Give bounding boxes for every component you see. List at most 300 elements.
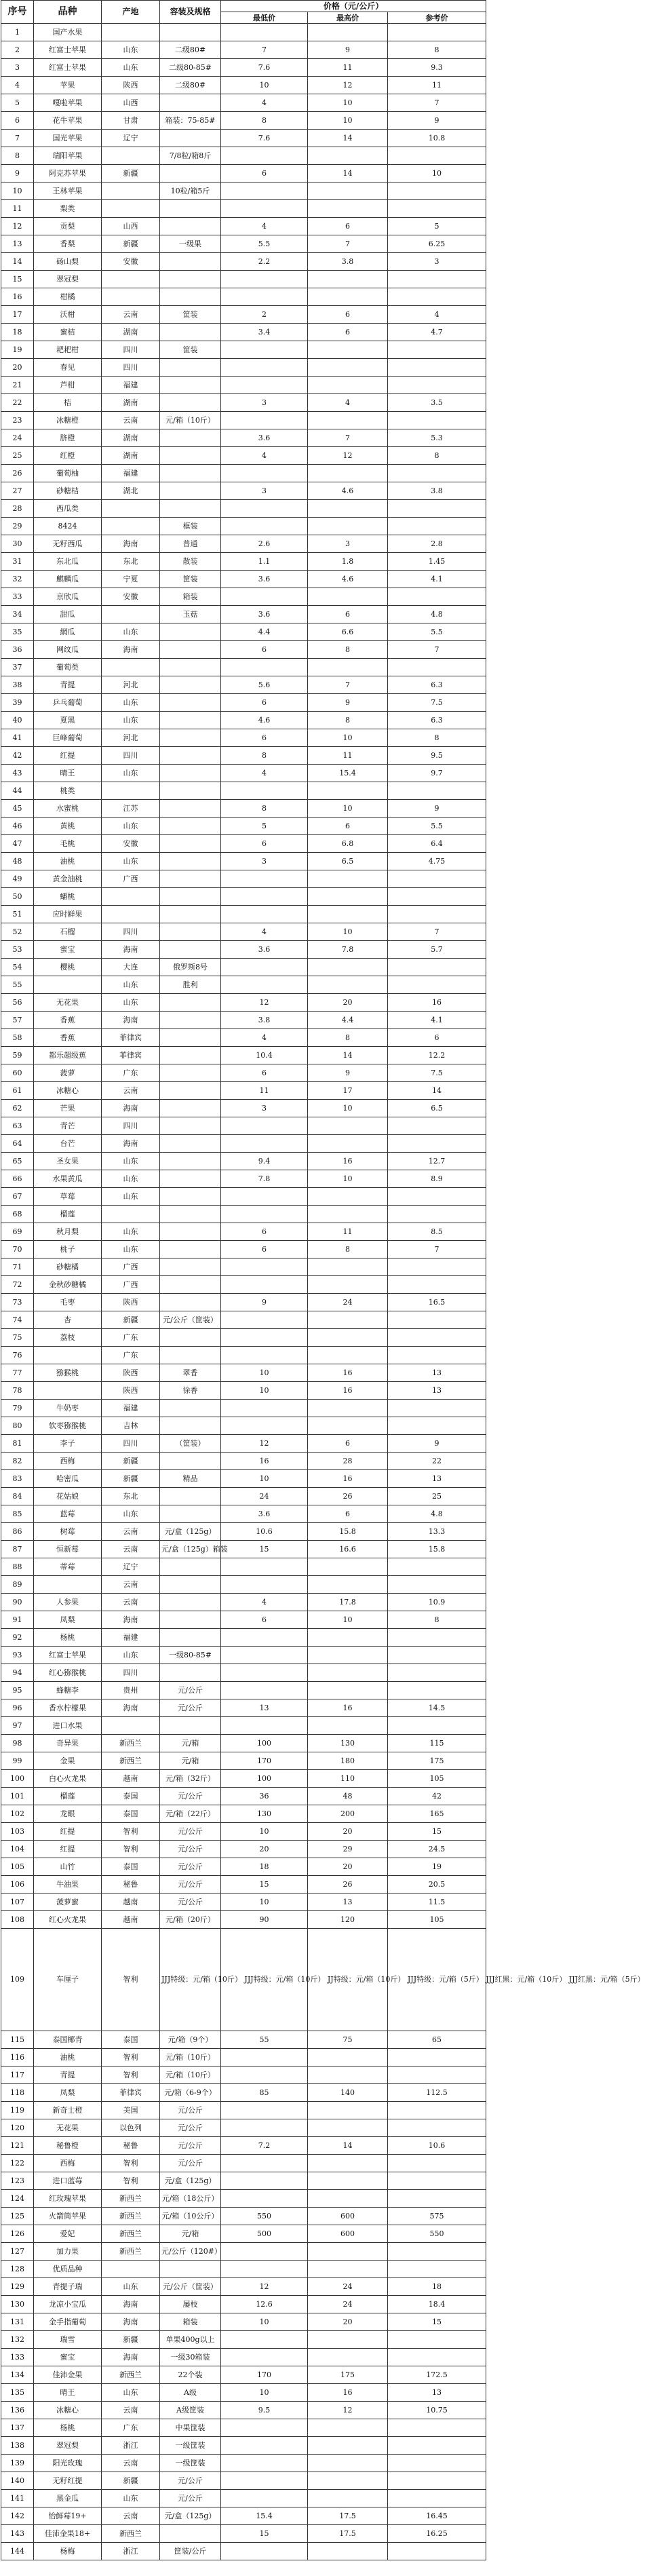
cell-low	[221, 2261, 308, 2278]
cell-spec: 7/8粒/箱8斤	[160, 147, 221, 165]
cell-seq: 27	[1, 482, 34, 500]
cell-high: 600	[308, 2225, 388, 2243]
cell-ref: 16.45	[388, 2507, 486, 2525]
cell-ref: 13	[388, 1382, 486, 1400]
cell-low: 5.6	[221, 676, 308, 694]
cell-high: 130	[308, 1735, 388, 1752]
table-row	[1, 1523, 486, 1541]
cell-spec	[160, 482, 221, 500]
cell-seq: 85	[1, 1505, 34, 1523]
table-row	[1, 1558, 486, 1576]
cell-low: 10	[221, 1364, 308, 1382]
table-row	[1, 2455, 486, 2472]
cell-name: 桔	[34, 394, 102, 412]
cell-seq: 77	[1, 1364, 34, 1382]
cell-name: 榴莲	[34, 1206, 102, 1223]
cell-ref: 10.75	[388, 2402, 486, 2419]
table-row	[1, 976, 486, 994]
cell-origin: 山东	[102, 818, 160, 835]
cell-ref	[388, 2190, 486, 2208]
cell-high: 6.6	[308, 623, 388, 641]
cell-name: 瑞雪	[34, 2331, 102, 2349]
cell-seq: 59	[1, 1047, 34, 1064]
cell-name: 石榴	[34, 923, 102, 941]
cell-high: 4	[308, 394, 388, 412]
cell-seq: 80	[1, 1417, 34, 1435]
cell-high	[308, 518, 388, 535]
table-row	[1, 1258, 486, 1276]
cell-high	[308, 1558, 388, 1576]
cell-origin: 辽宁	[102, 1558, 160, 1576]
cell-ref: 7	[388, 1241, 486, 1258]
cell-origin	[102, 24, 160, 41]
cell-origin: 山东	[102, 1153, 160, 1170]
cell-origin: 山东	[102, 694, 160, 712]
cell-low: 55	[221, 2031, 308, 2049]
cell-high: 16	[308, 1382, 388, 1400]
cell-origin: 菲律宾	[102, 1047, 160, 1064]
cell-origin: 新西兰	[102, 1735, 160, 1752]
cell-spec	[160, 765, 221, 782]
table-row	[1, 1188, 486, 1206]
cell-seq: 44	[1, 782, 34, 800]
cell-name: 红富士苹果	[34, 59, 102, 77]
cell-spec: 框装	[160, 518, 221, 535]
cell-seq: 143	[1, 2525, 34, 2543]
cell-low	[221, 1311, 308, 1329]
cell-spec	[160, 623, 221, 641]
cell-name: 砂糖橘	[34, 1258, 102, 1276]
cell-origin: 安徽	[102, 835, 160, 853]
cell-origin: 福建	[102, 465, 160, 482]
cell-origin: 秘鲁	[102, 2137, 160, 2155]
cell-ref	[388, 377, 486, 394]
cell-ref: 6	[388, 1029, 486, 1047]
category-row	[1, 782, 486, 800]
cell-name: 猕猴桃	[34, 1364, 102, 1382]
cell-origin	[102, 288, 160, 306]
cell-spec: 元/箱（10斤）	[160, 2066, 221, 2084]
cell-ref	[388, 888, 486, 906]
cell-origin: 云南	[102, 2402, 160, 2419]
cell-spec	[160, 271, 221, 288]
cell-origin: 山东	[102, 712, 160, 729]
category-row	[1, 606, 486, 623]
cell-ref	[388, 2331, 486, 2349]
cell-ref	[388, 2349, 486, 2366]
cell-spec	[160, 659, 221, 676]
cell-seq: 142	[1, 2507, 34, 2525]
table-row	[1, 235, 486, 253]
cell-low	[221, 147, 308, 165]
cell-category: 优质品种	[34, 2261, 102, 2278]
cell-name: 红心猕猴桃	[34, 1664, 102, 1682]
cell-origin: 山东	[102, 2384, 160, 2402]
cell-low: 10	[221, 1470, 308, 1488]
cell-origin: 浙江	[102, 2437, 160, 2455]
cell-high	[308, 1576, 388, 1594]
cell-ref: 9	[388, 112, 486, 130]
cell-category: 西瓜类	[34, 500, 102, 518]
cell-name: 香梨	[34, 235, 102, 253]
cell-name: 西梅	[34, 1453, 102, 1470]
cell-high: 20	[308, 1823, 388, 1841]
cell-origin: 安徽	[102, 253, 160, 271]
table-row	[1, 1699, 486, 1717]
cell-high: 6	[308, 606, 388, 623]
cell-seq: 100	[1, 1770, 34, 1788]
table-row	[1, 465, 486, 482]
cell-name: 麒麟瓜	[34, 571, 102, 588]
cell-seq: 81	[1, 1435, 34, 1453]
cell-high	[308, 1188, 388, 1206]
cell-ref: 4.8	[388, 1505, 486, 1523]
cell-low: 3.6	[221, 941, 308, 959]
cell-ref	[388, 1258, 486, 1276]
cell-origin: 新疆	[102, 1470, 160, 1488]
cell-ref	[388, 870, 486, 888]
cell-low	[221, 2437, 308, 2455]
cell-name: 毛枣	[34, 1294, 102, 1311]
cell-spec: 玉菇	[160, 606, 221, 623]
cell-low	[221, 906, 308, 923]
cell-origin: 云南	[102, 1541, 160, 1558]
cell-origin: 吉林	[102, 1417, 160, 1435]
cell-high	[308, 147, 388, 165]
cell-ref	[388, 1311, 486, 1329]
cell-category: 梨类	[34, 200, 102, 218]
table-row	[1, 571, 486, 588]
cell-category: 甜瓜	[34, 606, 102, 623]
cell-seq: 58	[1, 1029, 34, 1047]
cell-seq: 141	[1, 2490, 34, 2507]
cell-high	[308, 2049, 388, 2066]
cell-origin: 泰国	[102, 1858, 160, 1876]
cell-spec	[160, 694, 221, 712]
cell-name: 爱妃	[34, 2225, 102, 2243]
table-row	[1, 447, 486, 465]
cell-ref: 5.5	[388, 623, 486, 641]
cell-spec: 元/公斤	[160, 2119, 221, 2137]
table-row	[1, 694, 486, 712]
table-row	[1, 2402, 486, 2419]
cell-name: 怡鲜莓19+	[34, 2507, 102, 2525]
cell-seq: 47	[1, 835, 34, 853]
cell-seq: 107	[1, 1893, 34, 1911]
cell-spec: 元/公斤（120#）	[160, 2243, 221, 2261]
cell-origin: 云南	[102, 2507, 160, 2525]
cell-seq: 91	[1, 1611, 34, 1629]
cell-high: 8	[308, 1029, 388, 1047]
cell-seq: 8	[1, 147, 34, 165]
cell-origin: 山东	[102, 2490, 160, 2507]
cell-high	[308, 782, 388, 800]
cell-name: 车厘子	[34, 1929, 102, 2031]
cell-low	[221, 500, 308, 518]
cell-spec	[160, 324, 221, 341]
table-row	[1, 2437, 486, 2455]
cell-seq: 30	[1, 535, 34, 553]
cell-origin: 海南	[102, 941, 160, 959]
cell-seq: 16	[1, 288, 34, 306]
cell-high: 180	[308, 1752, 388, 1770]
cell-high: 7	[308, 676, 388, 694]
cell-ref: 13	[388, 1364, 486, 1382]
cell-name: 红提	[34, 1841, 102, 1858]
cell-seq: 96	[1, 1699, 34, 1717]
cell-seq: 2	[1, 41, 34, 59]
cell-low	[221, 1682, 308, 1699]
cell-name: 芒果	[34, 1100, 102, 1117]
cell-high: 7.8	[308, 941, 388, 959]
cell-seq: 10	[1, 182, 34, 200]
cell-seq: 78	[1, 1382, 34, 1400]
cell-origin: 浙江	[102, 2543, 160, 2560]
cell-seq: 5	[1, 94, 34, 112]
cell-seq: 60	[1, 1064, 34, 1082]
cell-low: 12	[221, 1435, 308, 1453]
cell-spec	[160, 465, 221, 482]
cell-name: 沃柑	[34, 306, 102, 324]
table-row	[1, 2084, 486, 2102]
cell-high: 6	[308, 218, 388, 235]
cell-name: 阿克苏苹果	[34, 165, 102, 182]
table-row	[1, 1611, 486, 1629]
cell-seq: 38	[1, 676, 34, 694]
cell-spec	[160, 288, 221, 306]
cell-spec: 元/公斤	[160, 1858, 221, 1876]
cell-origin: 福建	[102, 1400, 160, 1417]
cell-seq: 138	[1, 2437, 34, 2455]
cell-low: 3	[221, 853, 308, 870]
cell-origin: 海南	[102, 1611, 160, 1629]
cell-origin: 新西兰	[102, 2208, 160, 2225]
table-row	[1, 1594, 486, 1611]
cell-high	[308, 2490, 388, 2507]
cell-high: 17	[308, 1082, 388, 1100]
cell-low	[221, 2049, 308, 2066]
cell-high: 200	[308, 1805, 388, 1823]
table-row	[1, 306, 486, 324]
cell-name: 花姑娘	[34, 1488, 102, 1505]
cell-ref: 4.8	[388, 606, 486, 623]
table-row	[1, 2066, 486, 2084]
cell-origin: 海南	[102, 2313, 160, 2331]
cell-origin: 山东	[102, 1188, 160, 1206]
cell-origin: 广东	[102, 1064, 160, 1082]
table-row	[1, 923, 486, 941]
cell-origin: 山东	[102, 765, 160, 782]
cell-spec	[160, 1188, 221, 1206]
cell-ref	[388, 1188, 486, 1206]
cell-seq: 76	[1, 1347, 34, 1364]
cell-high	[308, 1717, 388, 1735]
cell-name: 青芒	[34, 1117, 102, 1135]
cell-spec	[160, 747, 221, 765]
cell-ref	[388, 1117, 486, 1135]
cell-low	[221, 959, 308, 976]
cell-ref: 4.1	[388, 1012, 486, 1029]
cell-high: 20	[308, 1858, 388, 1876]
cell-high	[308, 2102, 388, 2119]
cell-low	[221, 1258, 308, 1276]
cell-spec	[160, 800, 221, 818]
cell-low: 7.6	[221, 130, 308, 147]
cell-origin: 东北	[102, 553, 160, 571]
cell-low	[221, 412, 308, 429]
cell-origin: 广东	[102, 1347, 160, 1364]
cell-category: 柑橘	[34, 288, 102, 306]
cell-seq: 90	[1, 1594, 34, 1611]
cell-seq: 135	[1, 2384, 34, 2402]
cell-origin: 云南	[102, 2455, 160, 2472]
cell-ref: 12.7	[388, 1153, 486, 1170]
cell-spec: 筐装	[160, 341, 221, 359]
cell-name: 蜜宝	[34, 941, 102, 959]
cell-spec: 筐装/公斤	[160, 2543, 221, 2560]
cell-high	[308, 2349, 388, 2366]
cell-high: 26	[308, 1488, 388, 1505]
cell-spec: 一级30箱装	[160, 2349, 221, 2366]
cell-spec	[160, 1611, 221, 1629]
cell-spec	[160, 1117, 221, 1135]
cell-name: 乒乓葡萄	[34, 694, 102, 712]
cell-seq: 66	[1, 1170, 34, 1188]
cell-low	[221, 588, 308, 606]
cell-ref: 20.5	[388, 1876, 486, 1893]
table-row	[1, 888, 486, 906]
cell-ref: 6.4	[388, 835, 486, 853]
cell-high	[308, 2066, 388, 2084]
cell-name: 花牛苹果	[34, 112, 102, 130]
cell-seq: 42	[1, 747, 34, 765]
cell-name: 巨峰葡萄	[34, 729, 102, 747]
cell-origin: 海南	[102, 641, 160, 659]
cell-origin	[102, 500, 160, 518]
cell-low: 4	[221, 218, 308, 235]
header-seq: 序号	[1, 1, 34, 24]
cell-seq: 98	[1, 1735, 34, 1752]
cell-spec: 元/箱	[160, 2225, 221, 2243]
cell-name: 京欣瓜	[34, 588, 102, 606]
cell-origin: 陕西	[102, 1294, 160, 1311]
cell-origin: 智利	[102, 1841, 160, 1858]
cell-name: 香蕉	[34, 1012, 102, 1029]
cell-spec: 筐装	[160, 306, 221, 324]
cell-ref	[388, 200, 486, 218]
cell-ref	[388, 1629, 486, 1647]
table-row	[1, 1505, 486, 1523]
cell-spec	[160, 1047, 221, 1064]
cell-spec: 一级筐装	[160, 2437, 221, 2455]
cell-high	[308, 906, 388, 923]
table-row	[1, 218, 486, 235]
cell-ref: 18.4	[388, 2296, 486, 2313]
table-row	[1, 2507, 486, 2525]
table-row	[1, 835, 486, 853]
cell-name: 冰糖心	[34, 2402, 102, 2419]
cell-origin: 湖南	[102, 394, 160, 412]
cell-low	[221, 200, 308, 218]
table-row	[1, 2278, 486, 2296]
cell-high: 120	[308, 1911, 388, 1929]
cell-seq: 20	[1, 359, 34, 377]
header-origin: 产地	[102, 1, 160, 24]
cell-ref: 7	[388, 94, 486, 112]
cell-ref	[388, 2172, 486, 2190]
cell-spec	[160, 1717, 221, 1735]
cell-high: 14	[308, 165, 388, 182]
table-row	[1, 1029, 486, 1047]
cell-name: 树莓	[34, 1523, 102, 1541]
cell-name: 西梅	[34, 2155, 102, 2172]
cell-spec: 元/公斤	[160, 1823, 221, 1841]
cell-low: 10	[221, 1893, 308, 1911]
cell-spec	[160, 1576, 221, 1594]
cell-ref: 7	[388, 923, 486, 941]
cell-high	[308, 1311, 388, 1329]
table-row	[1, 994, 486, 1012]
table-row	[1, 130, 486, 147]
cell-seq: 25	[1, 447, 34, 465]
cell-name: 凤梨	[34, 1611, 102, 1629]
cell-seq: 104	[1, 1841, 34, 1858]
cell-spec: 元/盒（125g）	[160, 2507, 221, 2525]
cell-low: 3	[221, 1100, 308, 1117]
cell-spec: 元/公斤（筐装）	[160, 2278, 221, 2296]
cell-ref: 3.5	[388, 394, 486, 412]
cell-high: 14	[308, 2137, 388, 2155]
cell-ref: 12.2	[388, 1047, 486, 1064]
cell-high	[308, 659, 388, 676]
table-row	[1, 429, 486, 447]
cell-low	[221, 1347, 308, 1364]
table-row	[1, 1929, 486, 2031]
cell-low: 6	[221, 835, 308, 853]
cell-name: 青提	[34, 2066, 102, 2084]
cell-low	[221, 1135, 308, 1153]
cell-spec	[160, 1629, 221, 1647]
cell-name: 龙凉小宝瓜	[34, 2296, 102, 2313]
cell-low: 36	[221, 1788, 308, 1805]
cell-low	[221, 870, 308, 888]
cell-ref: 13	[388, 2384, 486, 2402]
cell-ref: 11.5	[388, 1893, 486, 1911]
cell-low	[221, 359, 308, 377]
cell-high	[308, 2172, 388, 2190]
cell-origin: 云南	[102, 1523, 160, 1541]
cell-low	[221, 2172, 308, 2190]
cell-high	[308, 1682, 388, 1699]
cell-seq: 101	[1, 1788, 34, 1805]
cell-origin: 陕西	[102, 1364, 160, 1382]
table-row	[1, 941, 486, 959]
cell-name: 红富士苹果	[34, 1647, 102, 1664]
cell-spec	[160, 729, 221, 747]
cell-ref: 14.5	[388, 1699, 486, 1717]
cell-spec: 元/盒（125g）	[160, 1523, 221, 1541]
cell-spec	[160, 1206, 221, 1223]
cell-low	[221, 2155, 308, 2172]
cell-spec: 翠香	[160, 1364, 221, 1382]
cell-high	[308, 377, 388, 394]
cell-high	[308, 1629, 388, 1647]
cell-high: 16	[308, 2384, 388, 2402]
cell-seq: 51	[1, 906, 34, 923]
cell-spec	[160, 1347, 221, 1364]
cell-name: 佳沛金果	[34, 2366, 102, 2384]
cell-high: 8	[308, 1241, 388, 1258]
